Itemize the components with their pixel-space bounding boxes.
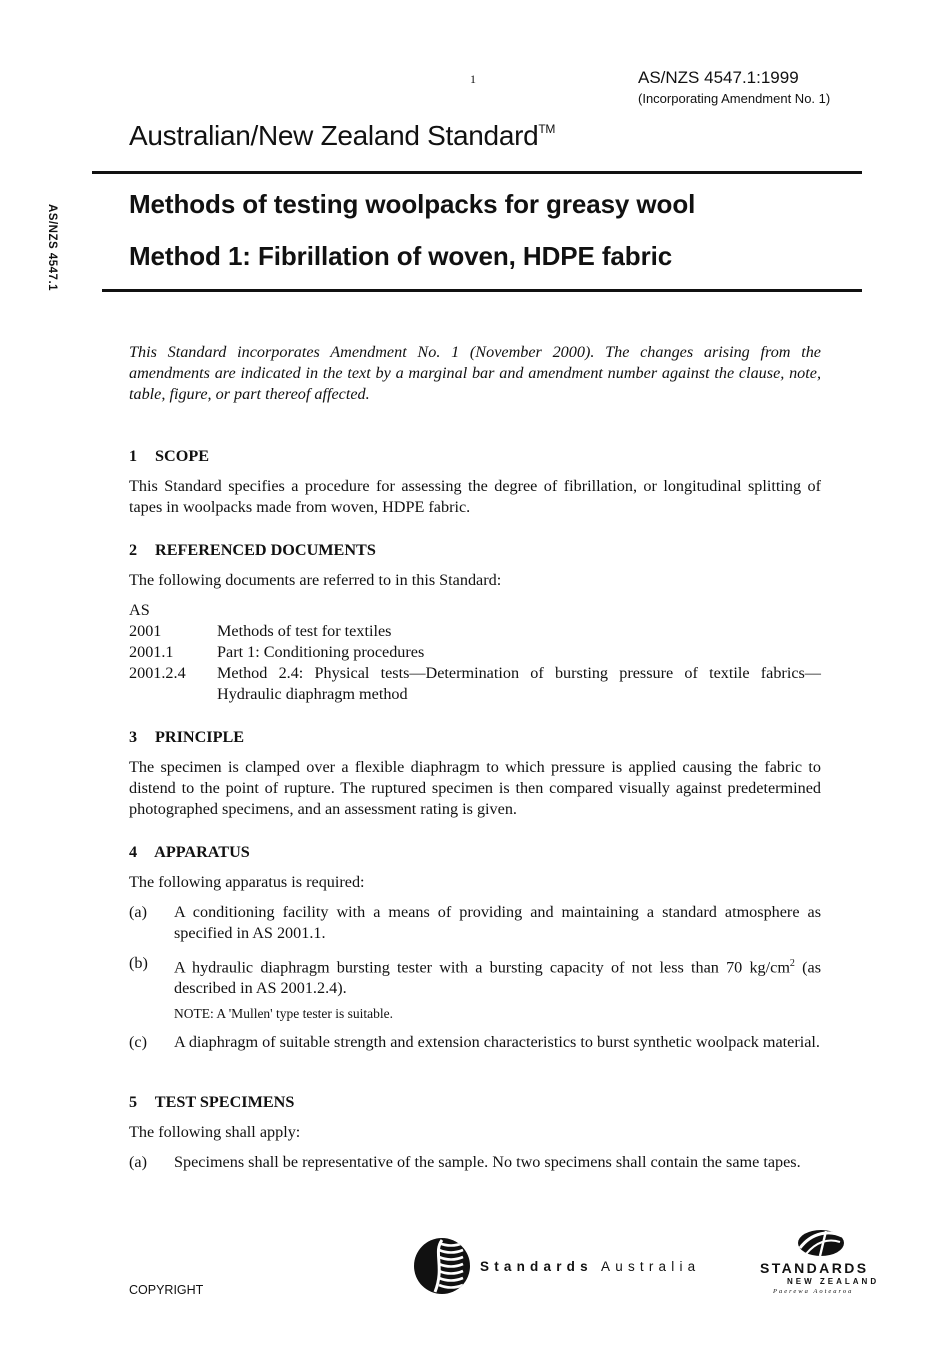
bottom-rule (102, 289, 862, 292)
reference-item: 2001 Methods of test for textiles (129, 622, 392, 640)
note: NOTE: A 'Mullen' type tester is suitable. (174, 1006, 393, 1022)
apparatus-list (129, 902, 821, 1053)
section-heading: 1 SCOPE (129, 447, 210, 465)
page-number: 1 (470, 72, 476, 86)
standards-australia-logo-icon (413, 1237, 471, 1300)
amendment-note: (Incorporating Amendment No. 1) (638, 91, 831, 106)
standards-nz-wordmark: STANDARDS (760, 1260, 869, 1276)
section-heading: 4 APPARATUS (129, 843, 250, 861)
section-heading: 3 PRINCIPLE (129, 728, 245, 746)
side-label: AS/NZS 4547.1 (46, 204, 58, 292)
section-text: This Standard specifies a procedure for assessing the degree of fibrillation, or longitudinal splitting of tapes in woolpacks made from woven, HDPE fabric. (129, 477, 821, 516)
top-rule (92, 171, 862, 174)
section-text: The following apparatus is required: (129, 873, 365, 891)
copyright-notice: COPYRIGHT (129, 1283, 204, 1297)
section-specimens (129, 1092, 821, 1173)
section-text: The following documents are referred to in this Standard: (129, 571, 502, 589)
standards-nz-logo-icon (796, 1228, 846, 1263)
section-apparatus (129, 842, 821, 1053)
section-text: The following shall apply: (129, 1123, 301, 1141)
section-heading: 2 REFERENCED DOCUMENTS (129, 541, 376, 559)
standard-name (129, 120, 555, 152)
section-principle (129, 727, 821, 820)
reference-group: AS (129, 601, 150, 619)
standards-nz-subtitle: NEW ZEALAND (787, 1277, 880, 1286)
list-item: (b) A hydraulic diaphragm bursting tester with a bursting capacity of not less than 70 $kg/cm^2$ (as described in AS 2001.2.4). NOTE: A 'Mullen' type tester is suitable. (129, 954, 821, 1022)
reference-item: 2001.2.4 Method 2.4: Physical tests—Determination of bursting pressure of textile fabrics—Hydraulic diaphragm method (129, 664, 821, 703)
standard-name-text: Australian/New Zealand Standard (129, 120, 539, 151)
section-scope (129, 446, 821, 518)
section-references (129, 540, 821, 705)
standards-nz-maori-name: Paerewa Aotearoa (773, 1288, 854, 1295)
list-item: (a) A conditioning facility with a means of providing and maintaining a standard atmosphere as specified in AS 2001.1. (129, 903, 821, 942)
standards-australia-wordmark: Standards Australia (480, 1259, 701, 1274)
amendment-statement: This Standard incorporates Amendment No. 1 (November 2000). The changes arising from the amendments are indicated in the text by a marginal bar and amendment number against the clause, note, table, figure, or part thereof affected. (129, 343, 821, 403)
document-subtitle: Method 1: Fibrillation of woven, HDPE fabric (129, 241, 673, 271)
trademark: TM (538, 121, 556, 136)
list-item: (a) Specimens shall be representative of the sample. No two specimens shall contain the same tapes. (129, 1153, 801, 1171)
reference-item: 2001.1 Part 1: Conditioning procedures (129, 643, 425, 661)
list-item: (c) A diaphragm of suitable strength and extension characteristics to burst synthetic woolpack material. (129, 1033, 820, 1052)
standard-code: AS/NZS 4547.1:1999 (638, 68, 799, 87)
document-title: Methods of testing woolpacks for greasy wool (129, 189, 696, 219)
section-text: The specimen is clamped over a flexible diaphragm to which pressure is applied causing the fabric to distend to the point of rupture. The ruptured specimen is then compared visually against predetermined photographed specimens, and an assessment rating is given. (129, 758, 821, 818)
section-heading: 5 TEST SPECIMENS (129, 1093, 295, 1111)
